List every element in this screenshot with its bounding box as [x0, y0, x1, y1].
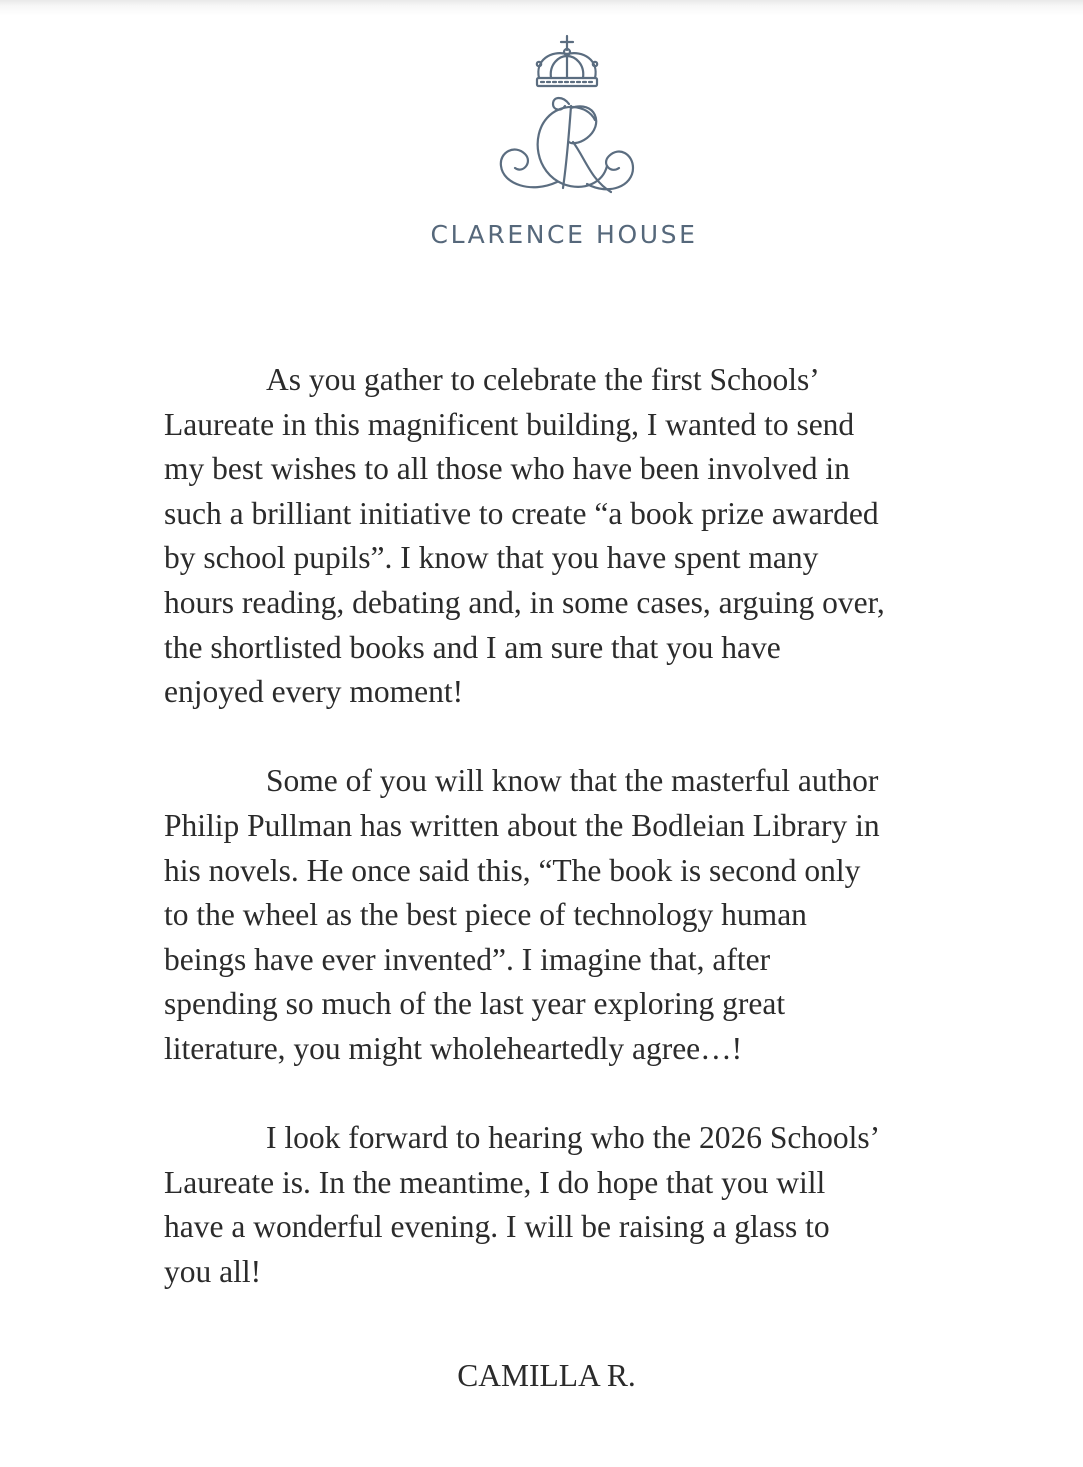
signature: CAMILLA R. [457, 1358, 636, 1393]
paragraph-line: I look forward to hearing who the 2026 Schools’ [266, 1120, 881, 1156]
paragraph-line: my best wishes to all those who have been involved in [164, 451, 850, 487]
paragraph-line: spending so much of the last year exploring great [164, 986, 786, 1022]
paragraph-line: As you gather to celebrate the first Schools’ [266, 362, 820, 397]
letter-body [164, 358, 954, 1339]
paragraph [164, 759, 954, 1071]
paragraph [164, 358, 954, 715]
paragraph-line: such a brilliant initiative to create “a book prize awarded [164, 495, 879, 531]
paragraph-line: to the wheel as the best piece of technology human [164, 897, 807, 933]
paragraph [164, 1116, 954, 1294]
paragraph-line: you all! [164, 1253, 262, 1289]
paragraph-line: by school pupils”. I know that you have spent many [164, 540, 819, 576]
paragraph-line: Some of you will know that the masterful author [266, 763, 879, 799]
paragraph-line: literature, you might wholeheartedly agree…! [164, 1030, 743, 1066]
paragraph-line: his novels. He once said this, “The book is second only [164, 852, 861, 888]
paragraph-line: Laureate is. In the meantime, I do hope that you will [164, 1164, 826, 1200]
paragraph-line: have a wonderful evening. I will be raising a glass to [164, 1209, 830, 1245]
paragraph-line: Laureate in this magnificent building, I wanted to send [164, 406, 855, 442]
paragraph-line: hours reading, debating and, in some cases, arguing over, [164, 584, 885, 620]
paragraph-line: enjoyed every moment! [164, 674, 464, 710]
crown-cypher-icon [491, 34, 643, 214]
paragraph-line: the shortlisted books and I am sure that you have [164, 629, 781, 665]
letterhead-house-name: CLARENCE HOUSE [430, 220, 698, 249]
paragraph-line: Philip Pullman has written about the Bodleian Library in [164, 807, 880, 843]
paragraph-line: beings have ever invented”. I imagine that, after [164, 941, 771, 977]
